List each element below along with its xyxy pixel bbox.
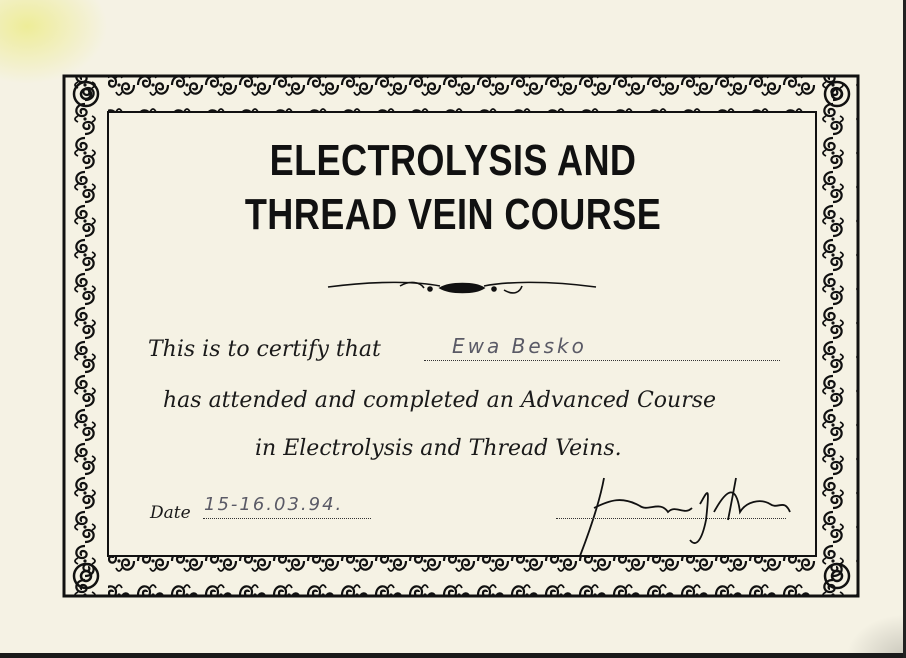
- date-value: 15-16.03.94.: [204, 494, 344, 515]
- name-dotted-line: [424, 360, 780, 361]
- signature-dotted-line: [556, 518, 786, 519]
- body-line-2: has attended and completed an Advanced Course: [163, 388, 717, 413]
- recipient-name: Ewa Besko: [452, 334, 587, 358]
- title-line-2: THREAD VEIN COURSE: [244, 190, 662, 239]
- date-dotted-line: [203, 518, 371, 519]
- certify-text: This is to certify that: [148, 337, 381, 362]
- title-line-1: ELECTROLYSIS AND: [269, 136, 637, 185]
- date-label: Date: [150, 503, 191, 523]
- body-line-3: in Electrolysis and Thread Veins.: [255, 436, 622, 461]
